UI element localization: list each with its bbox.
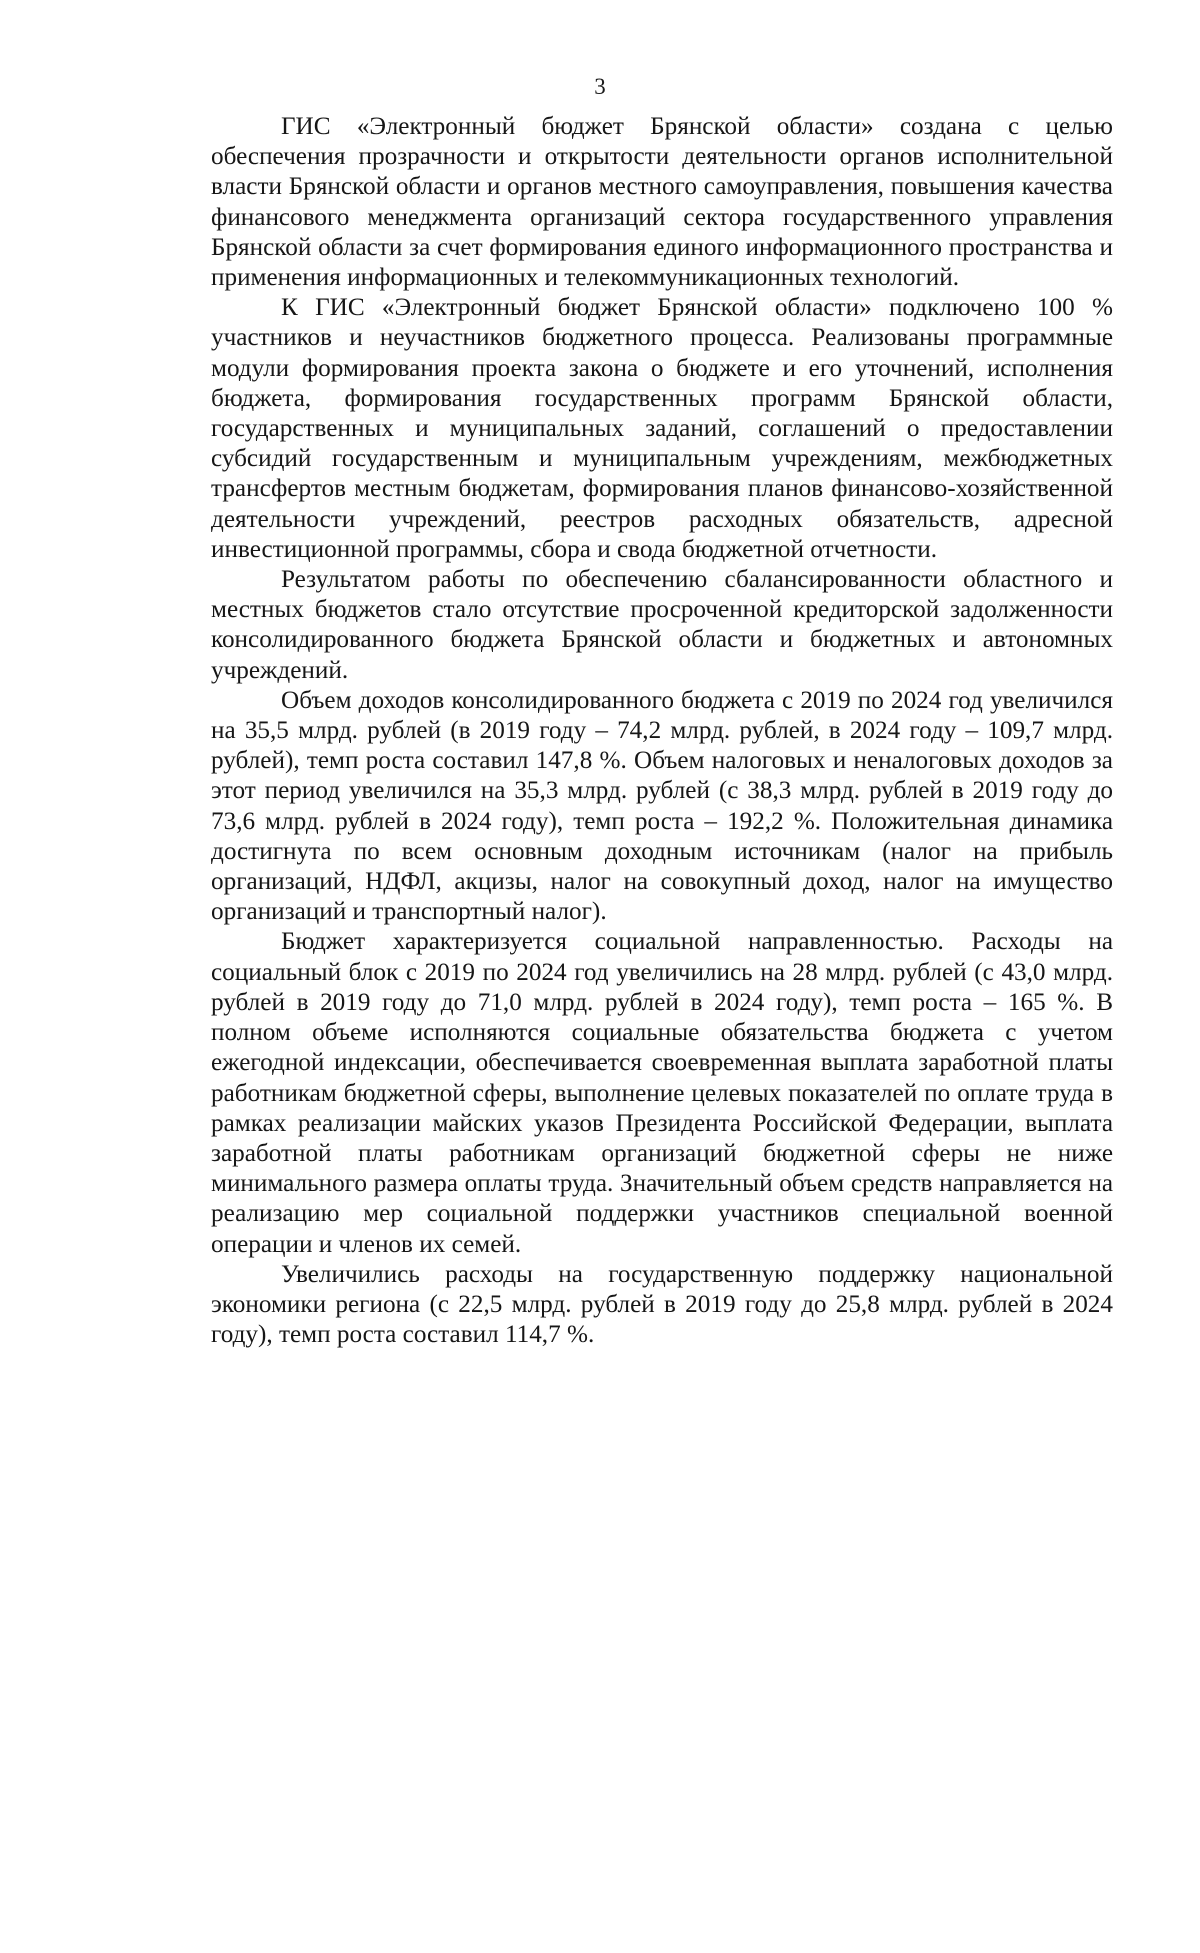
paragraph-gis-purpose: ГИС «Электронный бюджет Брянской области» создана с целью обеспечения прозрачности и открытости деятельности органов исполнительной власти Брянской области и органов местного самоуправления, повышения качества финансового менеджмента организаций сектора государственного управления Брянской области за счет формирования единого информационного пространства и применения информационных и телекоммуникационных технологий. xyxy=(211,113,1113,292)
page-number: 3 xyxy=(594,74,606,99)
paragraph-social-spending: Бюджет характеризуется социальной направленностью. Расходы на социальный блок с 2019 по 2024 год увеличились на 28 млрд. рублей (с 43,0 млрд. рублей в 2019 году до 71,0 млрд. рублей в 2024 году), темп роста – 165 %. В полном объеме исполняются социальные обязательства бюджета с учетом ежегодной индексации, обеспечивается своевременная выплата заработной платы работникам бюджетной сферы, выполнение целевых показателей по оплате труда в рамках реализации майских указов Президента Российской Федерации, выплата заработной платы работникам организаций бюджетной сферы не ниже минимального размера оплаты труда. Значительный объем средств направляется на реализацию мер социальной поддержки участников специальной военной операции и членов их семей. xyxy=(211,928,1113,1258)
paragraph-economy-support: Увеличились расходы на государственную поддержку национальной экономики региона (с 22,5 млрд. рублей в 2019 году до 25,8 млрд. рублей в 2024 году), темп роста составил 114,7 %. xyxy=(211,1260,1113,1349)
paragraph-revenue: Объем доходов консолидированного бюджета с 2019 по 2024 год увеличился на 35,5 млрд. рублей (в 2019 году – 74,2 млрд. рублей, в 2024 году – 109,7 млрд. рублей), темп роста составил 147,8 %. Объем налоговых и неналоговых доходов за этот период увеличился на 35,3 млрд. рублей (с 38,3 млрд. рублей в 2019 году до 73,6 млрд. рублей в 2024 году), темп роста – 192,2 %. Положительная динамика достигнута по всем основным доходным источникам (налог на прибыль организаций, НДФЛ, акцизы, налог на совокупный доход, налог на имущество организаций и транспортный налог). xyxy=(211,686,1113,926)
document-body xyxy=(211,112,1113,1350)
paragraph-budget-balance: Результатом работы по обеспечению сбалансированности областного и местных бюджетов стало отсутствие просроченной кредиторской задолженности консолидированного бюджета Брянской области и бюджетных и автономных учреждений. xyxy=(211,566,1113,684)
paragraph-gis-modules: К ГИС «Электронный бюджет Брянской области» подключено 100 % участников и неучастников бюджетного процесса. Реализованы программные модули формирования проекта закона о бюджете и его уточнений, исполнения бюджета, формирования государственных программ Брянской области, государственных и муниципальных заданий, соглашений о предоставлении субсидий государственным и муниципальным учреждениям, межбюджетных трансфертов местным бюджетам, формирования планов финансово-хозяйственной деятельности учреждений, реестров расходных обязательств, адресной инвестиционной программы, сбора и свода бюджетной отчетности. xyxy=(211,294,1113,563)
